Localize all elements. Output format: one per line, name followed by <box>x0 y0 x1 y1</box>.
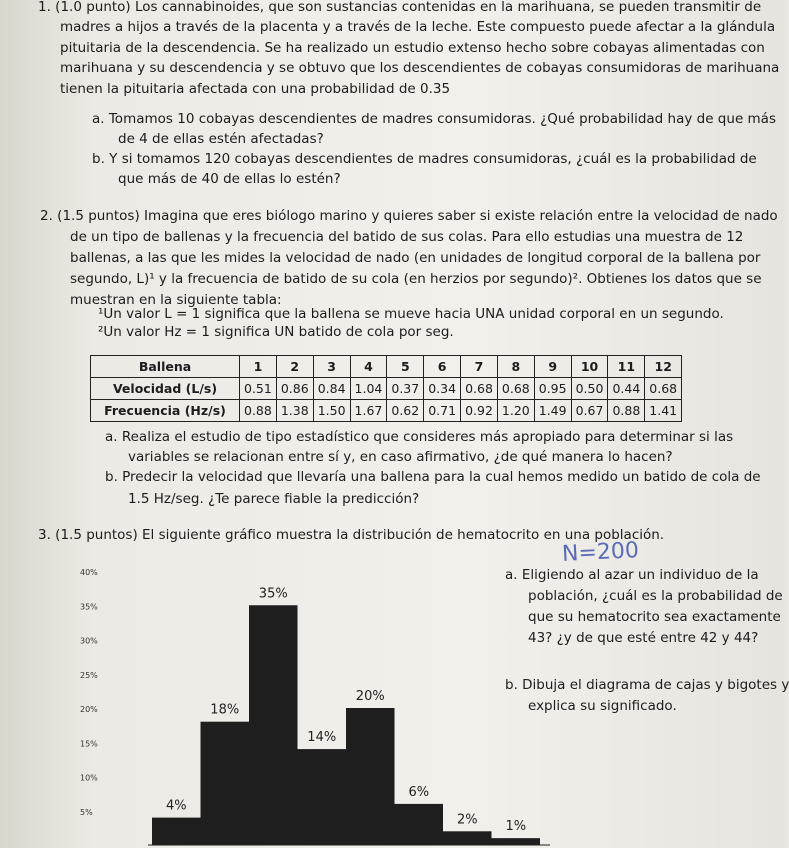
q3-part-a-line: a. Eligiendo al azar un individuo de la <box>505 567 759 583</box>
y-tick-label: 15% <box>80 739 98 749</box>
table-cell: 9 <box>534 356 571 378</box>
q1-part-b-cont: que más de 40 de ellas lo estén? <box>118 171 341 187</box>
table-cell: 5 <box>387 356 424 378</box>
table-cell: 1.67 <box>350 400 387 422</box>
table-cell: 0.68 <box>645 378 682 400</box>
table-cell: 11 <box>608 356 645 378</box>
bar-value-label: 6% <box>408 784 430 800</box>
histogram-bar <box>249 605 298 845</box>
table-row-frequency <box>91 400 682 422</box>
table-cell: 7 <box>461 356 498 378</box>
q1-line: madres a hijos a través de la placenta y a través de la leche. Este compuesto puede afectar a la glándula <box>60 19 776 35</box>
table-cell: 6 <box>424 356 461 378</box>
table-cell: Frecuencia (Hz/s) <box>91 400 240 422</box>
histogram-bar <box>201 722 250 845</box>
q1-part-a-cont: de 4 de ellas estén afectadas? <box>118 131 324 147</box>
question-3-title: 3. (1.5 puntos) El siguiente gráfico muestra la distribución de hematocrito en una población. <box>38 527 665 543</box>
table-cell: 10 <box>571 356 608 378</box>
whale-data-table <box>90 355 682 422</box>
bar-value-label: 18% <box>210 702 240 718</box>
q3-part-a-line: que su hematocrito sea exactamente <box>528 609 781 625</box>
table-cell: Velocidad (L/s) <box>91 378 240 400</box>
table-cell: 0.34 <box>424 378 461 400</box>
q3-part-b-line: explica su significado. <box>528 698 677 714</box>
table-cell: 3 <box>313 356 350 378</box>
q1-part-b: b. Y si tomamos 120 cobayas descendientes de madres consumidoras, ¿cuál es la probabilidad de <box>92 151 757 167</box>
histogram-bar <box>443 831 492 845</box>
y-tick-label: 25% <box>80 670 98 680</box>
histogram-bar <box>152 818 201 845</box>
table-cell: 0.88 <box>240 400 277 422</box>
histogram-bar <box>346 708 395 845</box>
table-row-speed <box>91 378 682 400</box>
table-cell: 1.38 <box>276 400 313 422</box>
q2-part-b: b. Predecir la velocidad que llevaría una ballena para la cual hemos medido un batido de cola de <box>105 469 761 485</box>
table-cell: 2 <box>276 356 313 378</box>
table-cell: 0.44 <box>608 378 645 400</box>
bar-value-label: 4% <box>165 798 187 814</box>
q3-part-b-line: b. Dibuja el diagrama de cajas y bigotes y <box>505 677 789 693</box>
table-cell: 4 <box>350 356 387 378</box>
table-cell: 0.86 <box>276 378 313 400</box>
table-cell: 1.04 <box>350 378 387 400</box>
table-cell: 0.51 <box>240 378 277 400</box>
y-tick-label: 30% <box>80 636 98 646</box>
bar-value-label: 1% <box>505 819 527 835</box>
q2-line: 2. (1.5 puntos) Imagina que eres biólogo marino y quieres saber si existe relación entre la velocidad de nado <box>40 208 778 224</box>
table-cell: 0.62 <box>387 400 424 422</box>
y-tick-label: 40% <box>80 568 98 577</box>
table-cell: 0.50 <box>571 378 608 400</box>
q1-part-a: a. Tomamos 10 cobayas descendientes de madres consumidoras. ¿Qué probabilidad hay de que más <box>92 111 776 127</box>
y-tick-label: 35% <box>80 602 98 612</box>
table-cell: 12 <box>645 356 682 378</box>
bar-value-label: 35% <box>258 586 288 602</box>
q2-part-a-cont: variables se relacionan entre sí y, en caso afirmativo, ¿de qué manera lo hacen? <box>128 449 673 465</box>
q1-line: pituitaria de la descendencia. Se ha realizado un estudio extenso hecho sobre cobayas alimentadas con <box>60 39 765 56</box>
y-tick-label: 10% <box>80 773 98 783</box>
q1-line: marihuana y su descendencia y se obtuvo que los descendientes de cobayas consumidoras de marihuana <box>60 60 780 76</box>
y-tick-label: 20% <box>80 705 98 714</box>
hematocrit-histogram <box>60 560 527 848</box>
q2-part-b-cont: 1.5 Hz/seg. ¿Te parece fiable la predicción? <box>128 491 420 507</box>
q1-line: tienen la pituitaria afectada con una probabilidad de 0.35 <box>60 80 451 97</box>
table-cell: 0.37 <box>387 378 424 400</box>
q1-line: 1. (1.0 punto) Los cannabinoides, que son sustancias contenidas en la marihuana, se pueden transmitir de <box>38 0 762 15</box>
q2-line: ballenas, a las que les mides la velocidad de nado (en unidades de longitud corporal de la ballena por <box>70 250 761 266</box>
bar-value-label: 20% <box>355 689 385 704</box>
q2-part-a: a. Realiza el estudio de tipo estadístico que consideres más apropiado para determinar si las <box>105 429 734 445</box>
table-cell: 1.20 <box>497 400 534 422</box>
table-cell: Ballena <box>91 356 240 378</box>
footnote-1: ¹Un valor L = 1 significa que la ballena se mueve hacia UNA unidad corporal en un segundo. <box>98 306 724 322</box>
bar-value-label: 14% <box>307 730 337 746</box>
table-cell: 1.50 <box>313 400 350 422</box>
table-cell: 0.95 <box>534 378 571 400</box>
histogram-bar <box>492 838 541 845</box>
table-row-header <box>91 356 682 378</box>
q2-line: segundo, L)¹ y la frecuencia de batido de su cola (en herzios por segundo)². Obtienes los datos que se <box>70 271 762 287</box>
table-cell: 0.68 <box>497 378 534 400</box>
q3-part-a-line: 43? ¿y de que esté entre 42 y 44? <box>528 630 759 646</box>
table-cell: 8 <box>497 356 534 378</box>
table-cell: 1 <box>240 356 277 378</box>
table-cell: 0.68 <box>461 378 498 400</box>
histogram-bar <box>298 749 347 845</box>
table-cell: 1.49 <box>534 400 571 422</box>
q2-line: de un tipo de ballenas y la frecuencia del batido de sus colas. Para ello estudias una muestra de 12 <box>70 229 744 245</box>
q2-line: muestran en la siguiente tabla: <box>70 292 282 308</box>
table-cell: 1.41 <box>645 400 682 422</box>
q3-part-a-line: población, ¿cuál es la probabilidad de <box>528 588 783 604</box>
handwritten-note: N=200 <box>561 538 640 567</box>
table-cell: 0.67 <box>571 400 608 422</box>
table-cell: 0.88 <box>608 400 645 422</box>
footnote-2: ²Un valor Hz = 1 significa UN batido de cola por seg. <box>98 324 454 340</box>
table-cell: 0.71 <box>424 400 461 422</box>
bar-value-label: 2% <box>456 812 478 828</box>
table-cell: 0.92 <box>461 400 498 422</box>
histogram-bar <box>395 804 444 845</box>
y-tick-label: 5% <box>80 807 93 817</box>
table-cell: 0.84 <box>313 378 350 400</box>
